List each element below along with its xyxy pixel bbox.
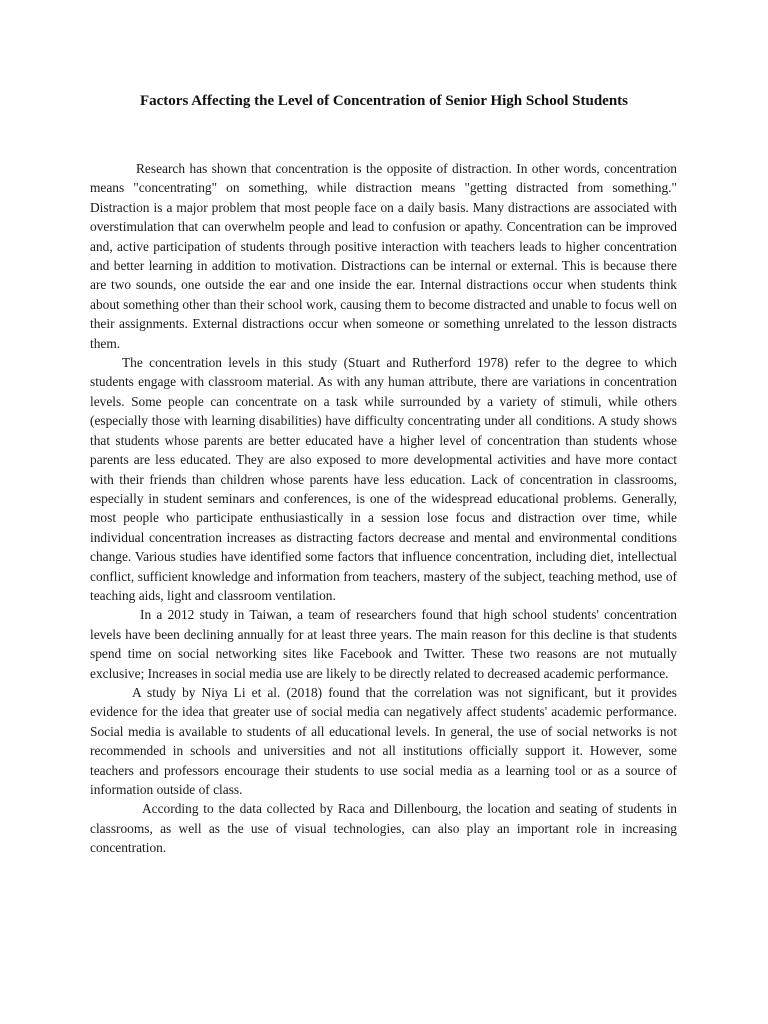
paragraph-4: A study by Niya Li et al. (2018) found that the correlation was not significant, but it provides evidence for the idea that greater use of social media can negatively affect students' academic performance. Social media is available to students of all educational levels. In general, the use of social networks is not recommended in schools and universities and not all institutions officially support it. However, some teachers and professors encourage their students to use social media as a learning tool or as a source of information outside of class. bbox=[90, 684, 677, 797]
paragraph-5: According to the data collected by Raca and Dillenbourg, the location and seating of students in classrooms, as well as the use of visual technologies, can also play an important role in increasing concentration. bbox=[90, 801, 677, 856]
document-title: Factors Affecting the Level of Concentration of Senior High School Students bbox=[139, 93, 629, 109]
paragraph-2: The concentration levels in this study (Stuart and Rutherford 1978) refer to the degree to which students engage with classroom material. As with any human attribute, there are variations in concentration levels. Some people can concentrate on a task while surrounded by a variety of stimuli, while others (especially those with learning disabilities) have difficulty concentrating under all conditions. A study shows that students whose parents are better educated have a higher level of concentration than students whose parents are less educated. They are also exposed to more developmental activities and have more contact with their friends than children whose parents have less education. Lack of concentration in classrooms, especially in student seminars and conferences, is one of the widespread educational problems. Generally, most people who participate enthusiastically in a session lose focus and distraction over time, while individual concentration increases as distracting factors decrease and mental and environmental conditions change. Various studies have identified some factors that influence concentration, including diet, intellectual conflict, sufficient knowledge and information from teachers, mastery of the subject, teaching method, use of teaching aids, light and classroom ventilation. bbox=[90, 355, 677, 603]
paragraph-1: Research has shown that concentration is the opposite of distraction. In other words, concentration means "concentrating" on something, while distraction means "getting distracted from something." Distraction is a major problem that most people face on a daily basis. Many distractions are associated with overstimulation that can overwhelm people and lead to confusion or apathy. Concentration can be improved and, active participation of students through positive interaction with teachers leads to higher concentration and better learning in addition to motivation. Distractions can be internal or external. This is because there are two sounds, one outside the ear and one inside the ear. Internal distractions occur when students think about something other than their school work, causing them to become distracted and unable to focus well on their assignments. External distractions occur when someone or something unrelated to the lesson distracts them. bbox=[90, 161, 677, 351]
document-body bbox=[90, 159, 677, 858]
paragraph-3: In a 2012 study in Taiwan, a team of researchers found that high school students' concentration levels have been declining annually for at least three years. The main reason for this decline is that students spend time on social networking sites like Facebook and Twitter. These two reasons are not mutually exclusive; Increases in social media use are likely to be directly related to decreased academic performance. bbox=[90, 607, 677, 681]
